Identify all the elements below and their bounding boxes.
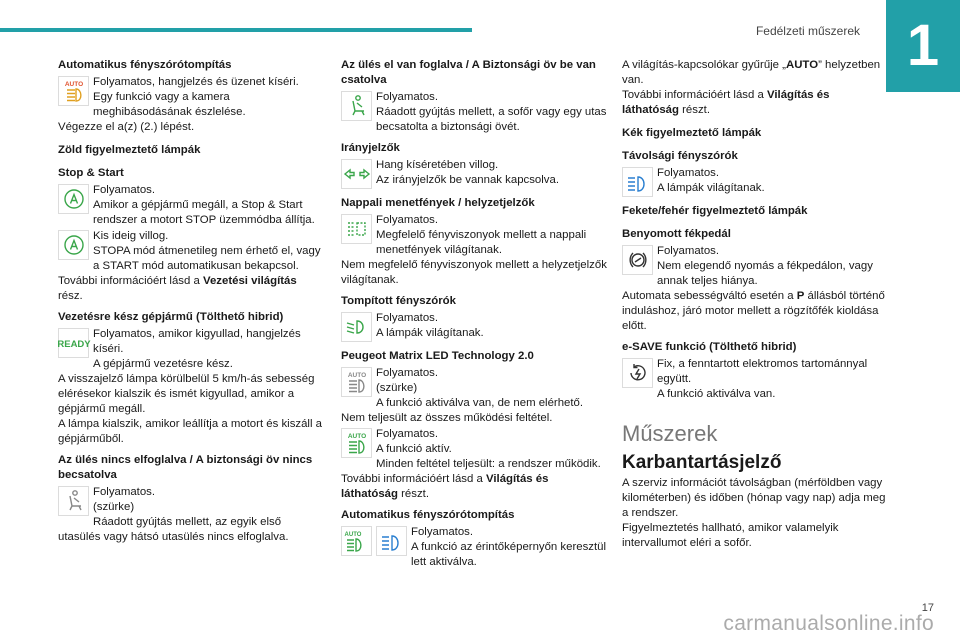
text-line: Folyamatos. <box>93 486 156 498</box>
warning-item <box>341 525 609 570</box>
seat-icon <box>58 486 89 516</box>
ready-icon-text: READY <box>56 339 91 350</box>
text-line: Ráadott gyújtás mellett, az egyik első utasülés vagy hátsó utasülés nincs elfoglalva. <box>58 516 289 543</box>
text-run: részt. <box>397 488 429 500</box>
cross-reference: láthatóság <box>341 488 398 500</box>
text-line: A szerviz információt távolságban (mérföldben vagy kilométerben) és időben (hónap vagy nap) adja meg a rendszer. <box>622 477 886 519</box>
text-line: Fix, a fenntartott elektromos tartománnyal együtt. <box>657 358 868 385</box>
text-line: Minden feltétel teljesült: a rendszer működik. <box>376 458 601 470</box>
warning-item <box>341 213 609 288</box>
text-line: Folyamatos. <box>93 184 156 196</box>
svg-text:AUTO: AUTO <box>64 81 83 88</box>
text-line: Nem teljesült az összes működési feltétel. <box>341 412 553 424</box>
text-line <box>341 472 609 487</box>
warning-item <box>341 427 609 502</box>
text-line: Hang kíséretében villog. <box>376 159 499 171</box>
text-line: Kis ideig villog. <box>93 230 169 242</box>
text-line: Folyamatos. <box>376 312 439 324</box>
text-run: Automata sebességváltó esetén a <box>622 290 797 302</box>
stop-start-icon <box>58 184 89 214</box>
ready-icon <box>58 328 89 358</box>
text-line: (szürke) <box>376 382 418 394</box>
text-line: A lámpák világítanak. <box>657 182 765 194</box>
text-line: Végezze el a(z) (2.) lépést. <box>58 121 195 133</box>
text-run: A világítás-kapcsolókar gyűrűje „ <box>622 59 786 71</box>
heading-seat-unoccupied: Az ülés nincs elfoglalva / A biztonsági öv nincs becsatolva <box>58 454 313 481</box>
heading-seatbelt-fastened: Az ülés el van foglalva / A Biztonsági öv be van csatolva <box>341 59 596 86</box>
chapter-number: 1 <box>886 0 960 92</box>
warning-item <box>622 166 886 198</box>
text-line: A lámpák világítanak. <box>376 327 484 339</box>
text-line: Ráadott gyújtás mellett, a sofőr vagy egy utas becsatolta a biztonsági övét. <box>376 106 607 133</box>
warning-item <box>341 311 609 343</box>
heading-turn-signals: Irányjelzők <box>341 142 400 154</box>
text-line: Folyamatos, amikor kigyullad, hangjelzés kíséri. <box>93 328 301 355</box>
text-line: Folyamatos. <box>376 214 439 226</box>
e-save-icon <box>622 358 653 388</box>
cross-reference: Világítás és láthatóság <box>622 89 830 116</box>
page-number: 17 <box>921 602 934 614</box>
text-line: Folyamatos. <box>376 91 439 103</box>
text-line <box>58 274 322 304</box>
heading-matrix-led: Peugeot Matrix LED Technology 2.0 <box>341 350 534 362</box>
auto-headlight-icon <box>341 428 372 458</box>
text-line: A funkció aktív. <box>376 443 452 455</box>
warning-item <box>341 90 609 135</box>
text-run: ” helyzetben van. <box>622 59 881 86</box>
section-title-instruments: Műszerek <box>622 421 718 446</box>
text-line: A gépjármű vezetésre kész. <box>93 358 233 370</box>
auto-headlight-icon <box>58 76 89 106</box>
text-line: Figyelmeztetés hallható, amikor valamelyik intervallumot eléri a sofőr. <box>622 522 839 549</box>
auto-icon-text: AUTO <box>347 372 366 379</box>
warning-item <box>622 244 886 334</box>
text-line: Nem megfelelő fényviszonyok mellett a helyzetjelzők világítanak. <box>341 259 607 286</box>
text-line <box>622 289 886 334</box>
cross-reference: Világítás és <box>486 473 549 485</box>
text-line <box>622 88 886 118</box>
warning-item <box>58 75 322 135</box>
heading-blue-lamps: Kék figyelmeztető lámpák <box>622 127 762 139</box>
warning-item <box>341 158 609 190</box>
text-line: Folyamatos. <box>657 167 720 179</box>
heading-low-beam: Tompított fényszórók <box>341 295 456 307</box>
text-line: A funkció az érintőképernyőn keresztül lett aktiválva. <box>411 541 607 568</box>
text-line <box>622 58 886 88</box>
text-line: Folyamatos. <box>376 367 439 379</box>
page-section-title: Fedélzeti műszerek <box>755 24 860 38</box>
text-line: Amikor a gépjármű megáll, a Stop & Start rendszer a motort STOP üzemmódba állítja. <box>93 199 315 226</box>
text-run: részt. <box>678 104 710 116</box>
heading-service-indicator: Karbantartásjelző <box>622 452 782 473</box>
text-run: További információért lásd a <box>58 275 203 287</box>
text-line: Folyamatos, hangjelzés és üzenet kíséri. <box>93 76 299 88</box>
column-1 <box>58 58 322 546</box>
cross-reference: Vezetési világítás <box>203 275 297 287</box>
heading-brake-pedal: Benyomott fékpedál <box>622 228 731 240</box>
text-run: állásból történő induláshoz, járó motor mellett a rögzítőfék kioldása előtt. <box>622 290 885 332</box>
text-run: rész. <box>58 290 83 302</box>
heading-bw-lamps: Fekete/fehér figyelmeztető lámpák <box>622 205 808 217</box>
warning-item <box>622 357 886 402</box>
heading-auto-dipping-2: Automatikus fényszórótompítás <box>341 509 515 521</box>
text-line: Folyamatos. <box>376 428 439 440</box>
high-beam-icon <box>622 167 653 197</box>
brake-pedal-icon <box>622 245 653 275</box>
warning-item <box>341 366 609 426</box>
auto-icon-text: AUTO <box>347 433 366 440</box>
heading-high-beam: Távolsági fényszórók <box>622 150 738 162</box>
stop-start-icon <box>58 230 89 260</box>
header-accent-bar <box>0 28 472 32</box>
warning-item <box>58 485 322 545</box>
warning-item <box>58 327 322 447</box>
text-line: Nem elegendő nyomás a fékpedálon, vagy annak teljes hiánya. <box>657 260 873 287</box>
heading-ready: Vezetésre kész gépjármű (Tölthető hibrid) <box>58 311 284 323</box>
auto-headlight-icon <box>341 526 372 556</box>
text-line: Egy funkció vagy a kamera meghibásodásának észlelése. <box>93 91 246 118</box>
column-2 <box>341 58 609 571</box>
turn-signal-icon <box>341 159 372 189</box>
auto-icon-text: AUTO <box>344 532 361 538</box>
text-line: Az irányjelzők be vannak kapcsolva. <box>376 174 559 186</box>
low-beam-icon <box>341 312 372 342</box>
text-line: Megfelelő fényviszonyok mellett a nappali menetfények világítanak. <box>376 229 587 256</box>
watermark: carmanualsonline.info <box>723 612 934 635</box>
daytime-running-light-icon <box>341 214 372 244</box>
warning-item <box>58 229 322 304</box>
heading-green-lamps: Zöld figyelmeztető lámpák <box>58 144 201 156</box>
auto-headlight-icon <box>341 367 372 397</box>
heading-daytime-lights: Nappali menetfények / helyzetjelzők <box>341 197 535 209</box>
seat-icon <box>341 91 372 121</box>
text-line: A visszajelző lámpa körülbelül 5 km/h-ás sebesség elérésekor kialszik és ismét kigyullad, amikor a gépjármű megáll. <box>58 373 315 415</box>
text-line: (szürke) <box>93 501 135 513</box>
high-beam-icon <box>376 526 407 556</box>
emphasis: P <box>796 290 805 302</box>
text-line: Folyamatos. <box>411 526 474 538</box>
heading-auto-dipping: Automatikus fényszórótompítás <box>58 59 232 71</box>
heading-e-save: e-SAVE funkció (Tölthető hibrid) <box>622 341 797 353</box>
text-run: További információért lásd a <box>622 89 767 101</box>
text-line: A funkció aktiválva van, de nem elérhető. <box>376 397 584 409</box>
column-3 <box>622 58 886 551</box>
heading-stop-start: Stop & Start <box>58 167 124 179</box>
text-line: A lámpa kialszik, amikor leállítja a motort és kiszáll a gépjárműből. <box>58 418 322 445</box>
warning-item <box>58 183 322 228</box>
text-line <box>341 487 609 502</box>
text-line: STOPA mód átmenetileg nem érhető el, vagy a START mód automatikusan bekapcsol. <box>93 245 321 272</box>
text-run: További információért lásd a <box>341 473 486 485</box>
text-line: A funkció aktiválva van. <box>657 388 776 400</box>
emphasis: AUTO <box>785 59 819 71</box>
text-line: Folyamatos. <box>657 245 720 257</box>
